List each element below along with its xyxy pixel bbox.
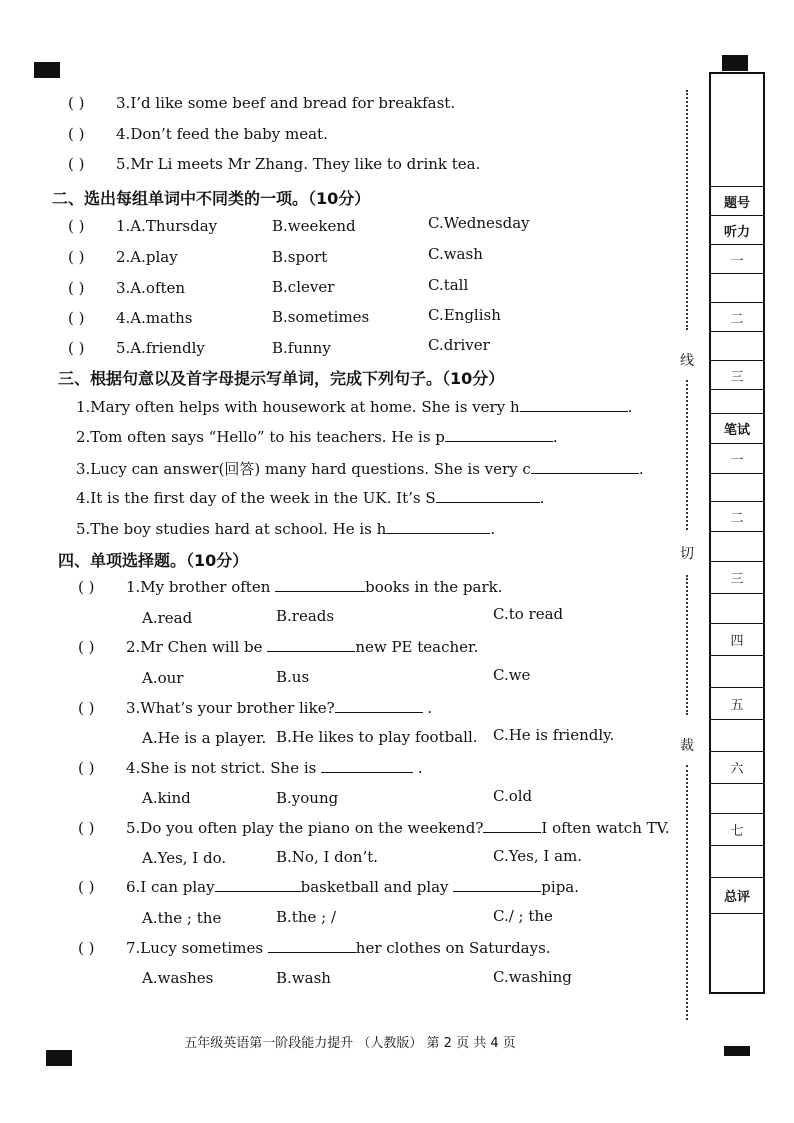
- score-table: [709, 72, 765, 994]
- section2-option-c: C.English: [428, 306, 501, 324]
- section4-title: 四、单项选择题。（10分）: [58, 551, 249, 570]
- section2-option-b: B.sometimes: [272, 308, 370, 326]
- score-label-tingli: 听力: [711, 216, 763, 245]
- score-entry[interactable]: [711, 656, 763, 688]
- answer-blank[interactable]: [520, 399, 628, 412]
- cut-label-cai: 裁: [680, 738, 694, 754]
- section4-option-a: A.washes: [142, 969, 214, 987]
- section3-item: 5.The boy studies hard at school. He is h .: [76, 520, 496, 538]
- cut-line: [686, 575, 688, 715]
- part1-item-5-text: Mr Li meets Mr Zhang. They like to drink tea.: [130, 155, 481, 173]
- score-label: 一: [711, 245, 763, 274]
- section4-option-b: B.reads: [276, 607, 335, 625]
- part1-item-3-text: I’d like some beef and bread for breakfast.: [130, 94, 456, 112]
- section4-question: ( ) 4.She is not strict. She is .: [78, 759, 423, 777]
- registration-mark-top-right: [722, 55, 748, 71]
- part1-item-4-text: Don’t feed the baby meat.: [130, 125, 328, 143]
- section2-option-c: C.wash: [428, 245, 483, 263]
- cut-line: [686, 90, 688, 330]
- score-label: 三: [711, 562, 763, 594]
- section4-question: ( ) 2.Mr Chen will be new PE teacher.: [78, 638, 479, 656]
- score-entry[interactable]: [711, 594, 763, 624]
- section2-option-b: B.sport: [272, 248, 328, 266]
- score-entry-total[interactable]: [711, 914, 763, 992]
- score-label: 二: [711, 502, 763, 532]
- section3-title: 三、根据句意以及首字母提示写单词，完成下列句子。（10分）: [58, 369, 505, 388]
- section4-option-c: C.He is friendly.: [493, 726, 615, 744]
- section3-item: 1.Mary often helps with housework at home. She is very h .: [76, 398, 633, 416]
- section4-option-a: A.our: [142, 669, 184, 687]
- section4-option-c: C.Yes, I am.: [493, 847, 583, 865]
- score-label-bishi: 笔试: [711, 414, 763, 444]
- score-entry[interactable]: [711, 390, 763, 414]
- section2-item: ( ) 2.A.play: [68, 248, 178, 266]
- score-label: 一: [711, 444, 763, 474]
- score-label: 五: [711, 688, 763, 720]
- answer-blank[interactable]: [445, 429, 553, 442]
- score-entry[interactable]: [711, 274, 763, 303]
- section2-item: ( ) 5.A.friendly: [68, 339, 205, 357]
- part1-item-3: ( ) 3.I’d like some beef and bread for breakfast.: [68, 94, 456, 112]
- section2-title: 二、选出每组单词中不同类的一项。（10分）: [52, 189, 371, 208]
- section4-option-c: C./ ; the: [493, 907, 553, 925]
- section2-item: ( ) 1.A.Thursday: [68, 217, 218, 235]
- section2-item: ( ) 3.A.often: [68, 279, 186, 297]
- score-entry[interactable]: [711, 846, 763, 878]
- cut-label-qie: 切: [680, 546, 694, 562]
- section4-question: ( ) 6.I can play basketball and play pipa.: [78, 878, 580, 896]
- answer-blank[interactable]: [436, 490, 540, 503]
- section4-question: ( ) 7.Lucy sometimes her clothes on Saturdays.: [78, 939, 551, 957]
- section4-option-c: C.old: [493, 787, 533, 805]
- section4-option-a: A.read: [142, 609, 193, 627]
- answer-blank[interactable]: [268, 940, 356, 953]
- score-entry[interactable]: [711, 474, 763, 502]
- page-footer: 五年级英语第一阶段能力提升 （人教版） 第 2 页 共 4 页: [184, 1036, 516, 1051]
- registration-mark-bottom-right: [724, 1046, 750, 1056]
- section4-option-b: B.wash: [276, 969, 331, 987]
- section4-question: ( ) 1.My brother often books in the park.: [78, 578, 503, 596]
- section4-option-a: A.Yes, I do.: [142, 849, 227, 867]
- score-label: 四: [711, 624, 763, 656]
- cut-label-xian: 线: [680, 353, 694, 369]
- part1-item-5: ( ) 5.Mr Li meets Mr Zhang. They like to drink tea.: [68, 155, 481, 173]
- section3-item: 2.Tom often says “Hello” to his teachers. He is p .: [76, 428, 558, 446]
- part1-item-4: ( ) 4.Don’t feed the baby meat.: [68, 125, 328, 143]
- registration-mark-top-left: [34, 62, 60, 78]
- section4-option-c: C.we: [493, 666, 531, 684]
- score-label: 二: [711, 303, 763, 332]
- section3-item: 4.It is the first day of the week in the UK. It’s S .: [76, 489, 545, 507]
- section2-option-c: C.driver: [428, 336, 490, 354]
- section4-option-c: C.washing: [493, 968, 572, 986]
- section4-option-b: B.young: [276, 789, 339, 807]
- section2-option-b: B.funny: [272, 339, 331, 357]
- answer-blank[interactable]: [531, 461, 639, 474]
- score-cell-blank-top: [711, 74, 763, 187]
- answer-blank[interactable]: [275, 579, 365, 592]
- section2-option-c: C.tall: [428, 276, 469, 294]
- section4-option-b: B.the ; /: [276, 908, 336, 926]
- score-header-tihao: 题号: [711, 187, 763, 216]
- score-entry[interactable]: [711, 784, 763, 814]
- section2-option-c: C.Wednesday: [428, 214, 530, 232]
- section3-item: 3.Lucy can answer(回答) many hard questions. She is very c .: [76, 460, 644, 478]
- answer-blank[interactable]: [453, 879, 541, 892]
- section4-option-b: B.He likes to play football.: [276, 728, 478, 746]
- answer-blank[interactable]: [321, 760, 413, 773]
- section4-question: ( ) 5.Do you often play the piano on the weekend? I often watch TV.: [78, 819, 670, 837]
- score-label: 七: [711, 814, 763, 846]
- section4-question: ( ) 3.What’s your brother like? .: [78, 699, 433, 717]
- section2-option-b: B.weekend: [272, 217, 356, 235]
- score-entry[interactable]: [711, 532, 763, 562]
- section2-item: ( ) 4.A.maths: [68, 309, 193, 327]
- answer-blank[interactable]: [215, 879, 301, 892]
- score-entry[interactable]: [711, 720, 763, 752]
- cut-line: [686, 380, 688, 530]
- section4-option-a: A.He is a player.: [142, 729, 267, 747]
- score-entry[interactable]: [711, 332, 763, 361]
- answer-blank[interactable]: [483, 820, 541, 833]
- answer-blank[interactable]: [386, 521, 490, 534]
- cut-line: [686, 765, 688, 1020]
- answer-blank[interactable]: [335, 700, 423, 713]
- section4-option-c: C.to read: [493, 605, 564, 623]
- section4-option-a: A.kind: [142, 789, 191, 807]
- section4-option-b: B.us: [276, 668, 310, 686]
- score-label: 六: [711, 752, 763, 784]
- section4-option-b: B.No, I don’t.: [276, 848, 379, 866]
- answer-blank[interactable]: [267, 639, 355, 652]
- score-label: 三: [711, 361, 763, 390]
- score-label-zongping: 总评: [711, 878, 763, 914]
- section4-option-a: A.the ; the: [142, 909, 222, 927]
- registration-mark-bottom-left: [46, 1050, 72, 1066]
- section2-option-b: B.clever: [272, 278, 335, 296]
